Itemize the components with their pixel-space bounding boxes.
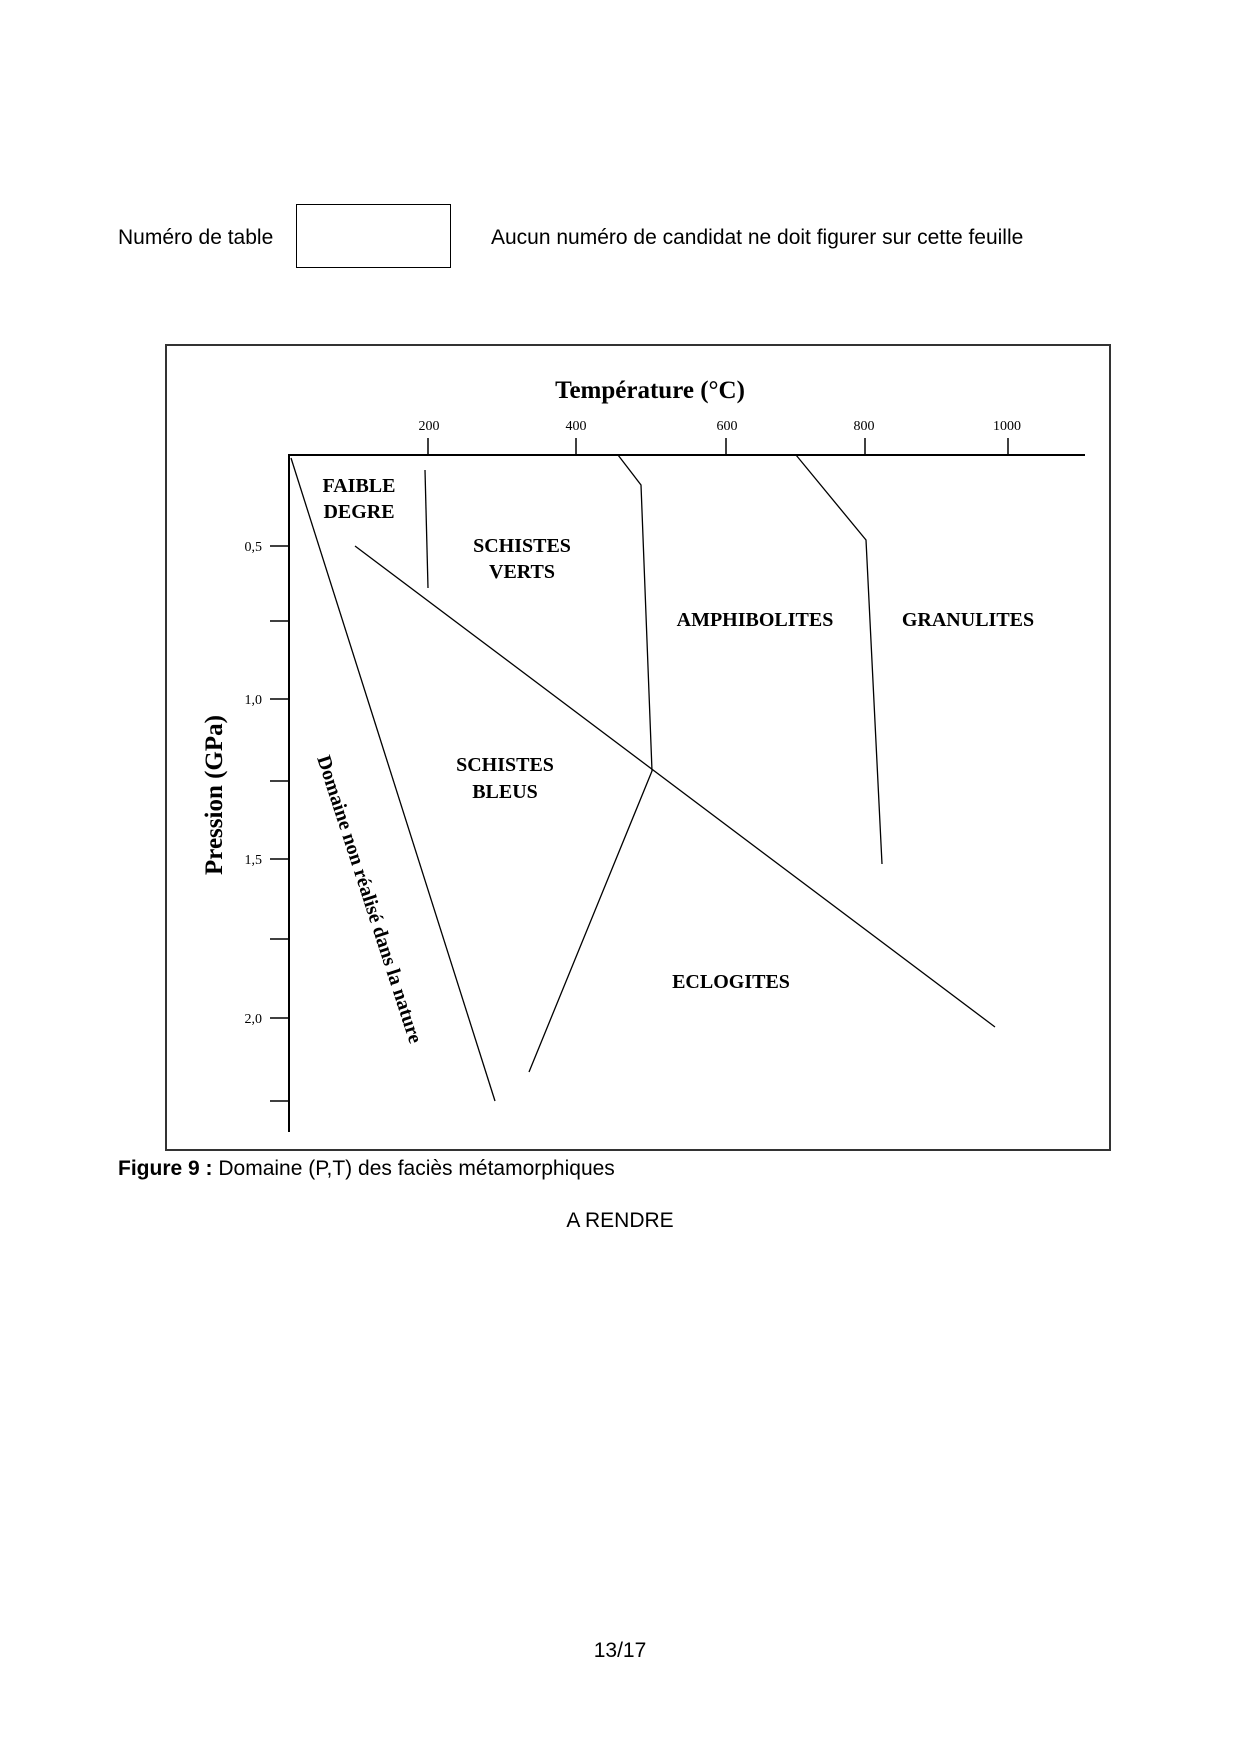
region-schistes-verts-line2: VERTS (489, 561, 555, 583)
x-tick-label: 1000 (993, 419, 1021, 434)
figure-border (166, 345, 1110, 1150)
x-tick-label: 200 (418, 419, 440, 434)
y-axis-title: Pression (GPa) (201, 715, 228, 875)
boundary-amphibolite-granulite (796, 455, 882, 864)
candidate-notice: Aucun numéro de candidat ne doit figurer sur cette feuille (491, 226, 1024, 249)
region-domaine-non-realise: Domaine non réalisé dans la nature (312, 752, 427, 1047)
x-axis-title: Température (°C) (555, 377, 745, 404)
region-schistes-bleus-line1: SCHISTES (456, 754, 554, 776)
figure-caption-prefix: Figure 9 : (118, 1157, 213, 1180)
boundary-blueschist-line (355, 546, 995, 1027)
boundary-low-grade (425, 470, 428, 588)
x-tick-label: 400 (565, 419, 587, 434)
y-tick-label: 0,5 (244, 540, 262, 555)
page-number: 13/17 (593, 1639, 647, 1662)
table-number-label: Numéro de table (118, 226, 274, 249)
region-schistes-bleus-line2: BLEUS (472, 781, 538, 803)
region-faible-degre-line1: FAIBLE (322, 475, 396, 497)
figure-caption-text: Domaine (P,T) des faciès métamorphiques (212, 1157, 615, 1180)
figure-caption (118, 1157, 615, 1181)
region-schistes-verts-line1: SCHISTES (473, 535, 571, 557)
region-eclogites: ECLOGITES (672, 971, 790, 993)
region-faible-degre-line2: DEGRE (323, 501, 395, 523)
submission-status: A RENDRE (566, 1209, 674, 1232)
y-tick-label: 2,0 (244, 1012, 262, 1027)
region-amphibolites: AMPHIBOLITES (676, 609, 834, 631)
region-granulites: GRANULITES (901, 609, 1035, 631)
x-tick-label: 800 (853, 419, 875, 434)
y-tick-label: 1,0 (244, 693, 262, 708)
x-tick-label: 600 (716, 419, 738, 434)
y-tick-label: 1,5 (244, 853, 262, 868)
